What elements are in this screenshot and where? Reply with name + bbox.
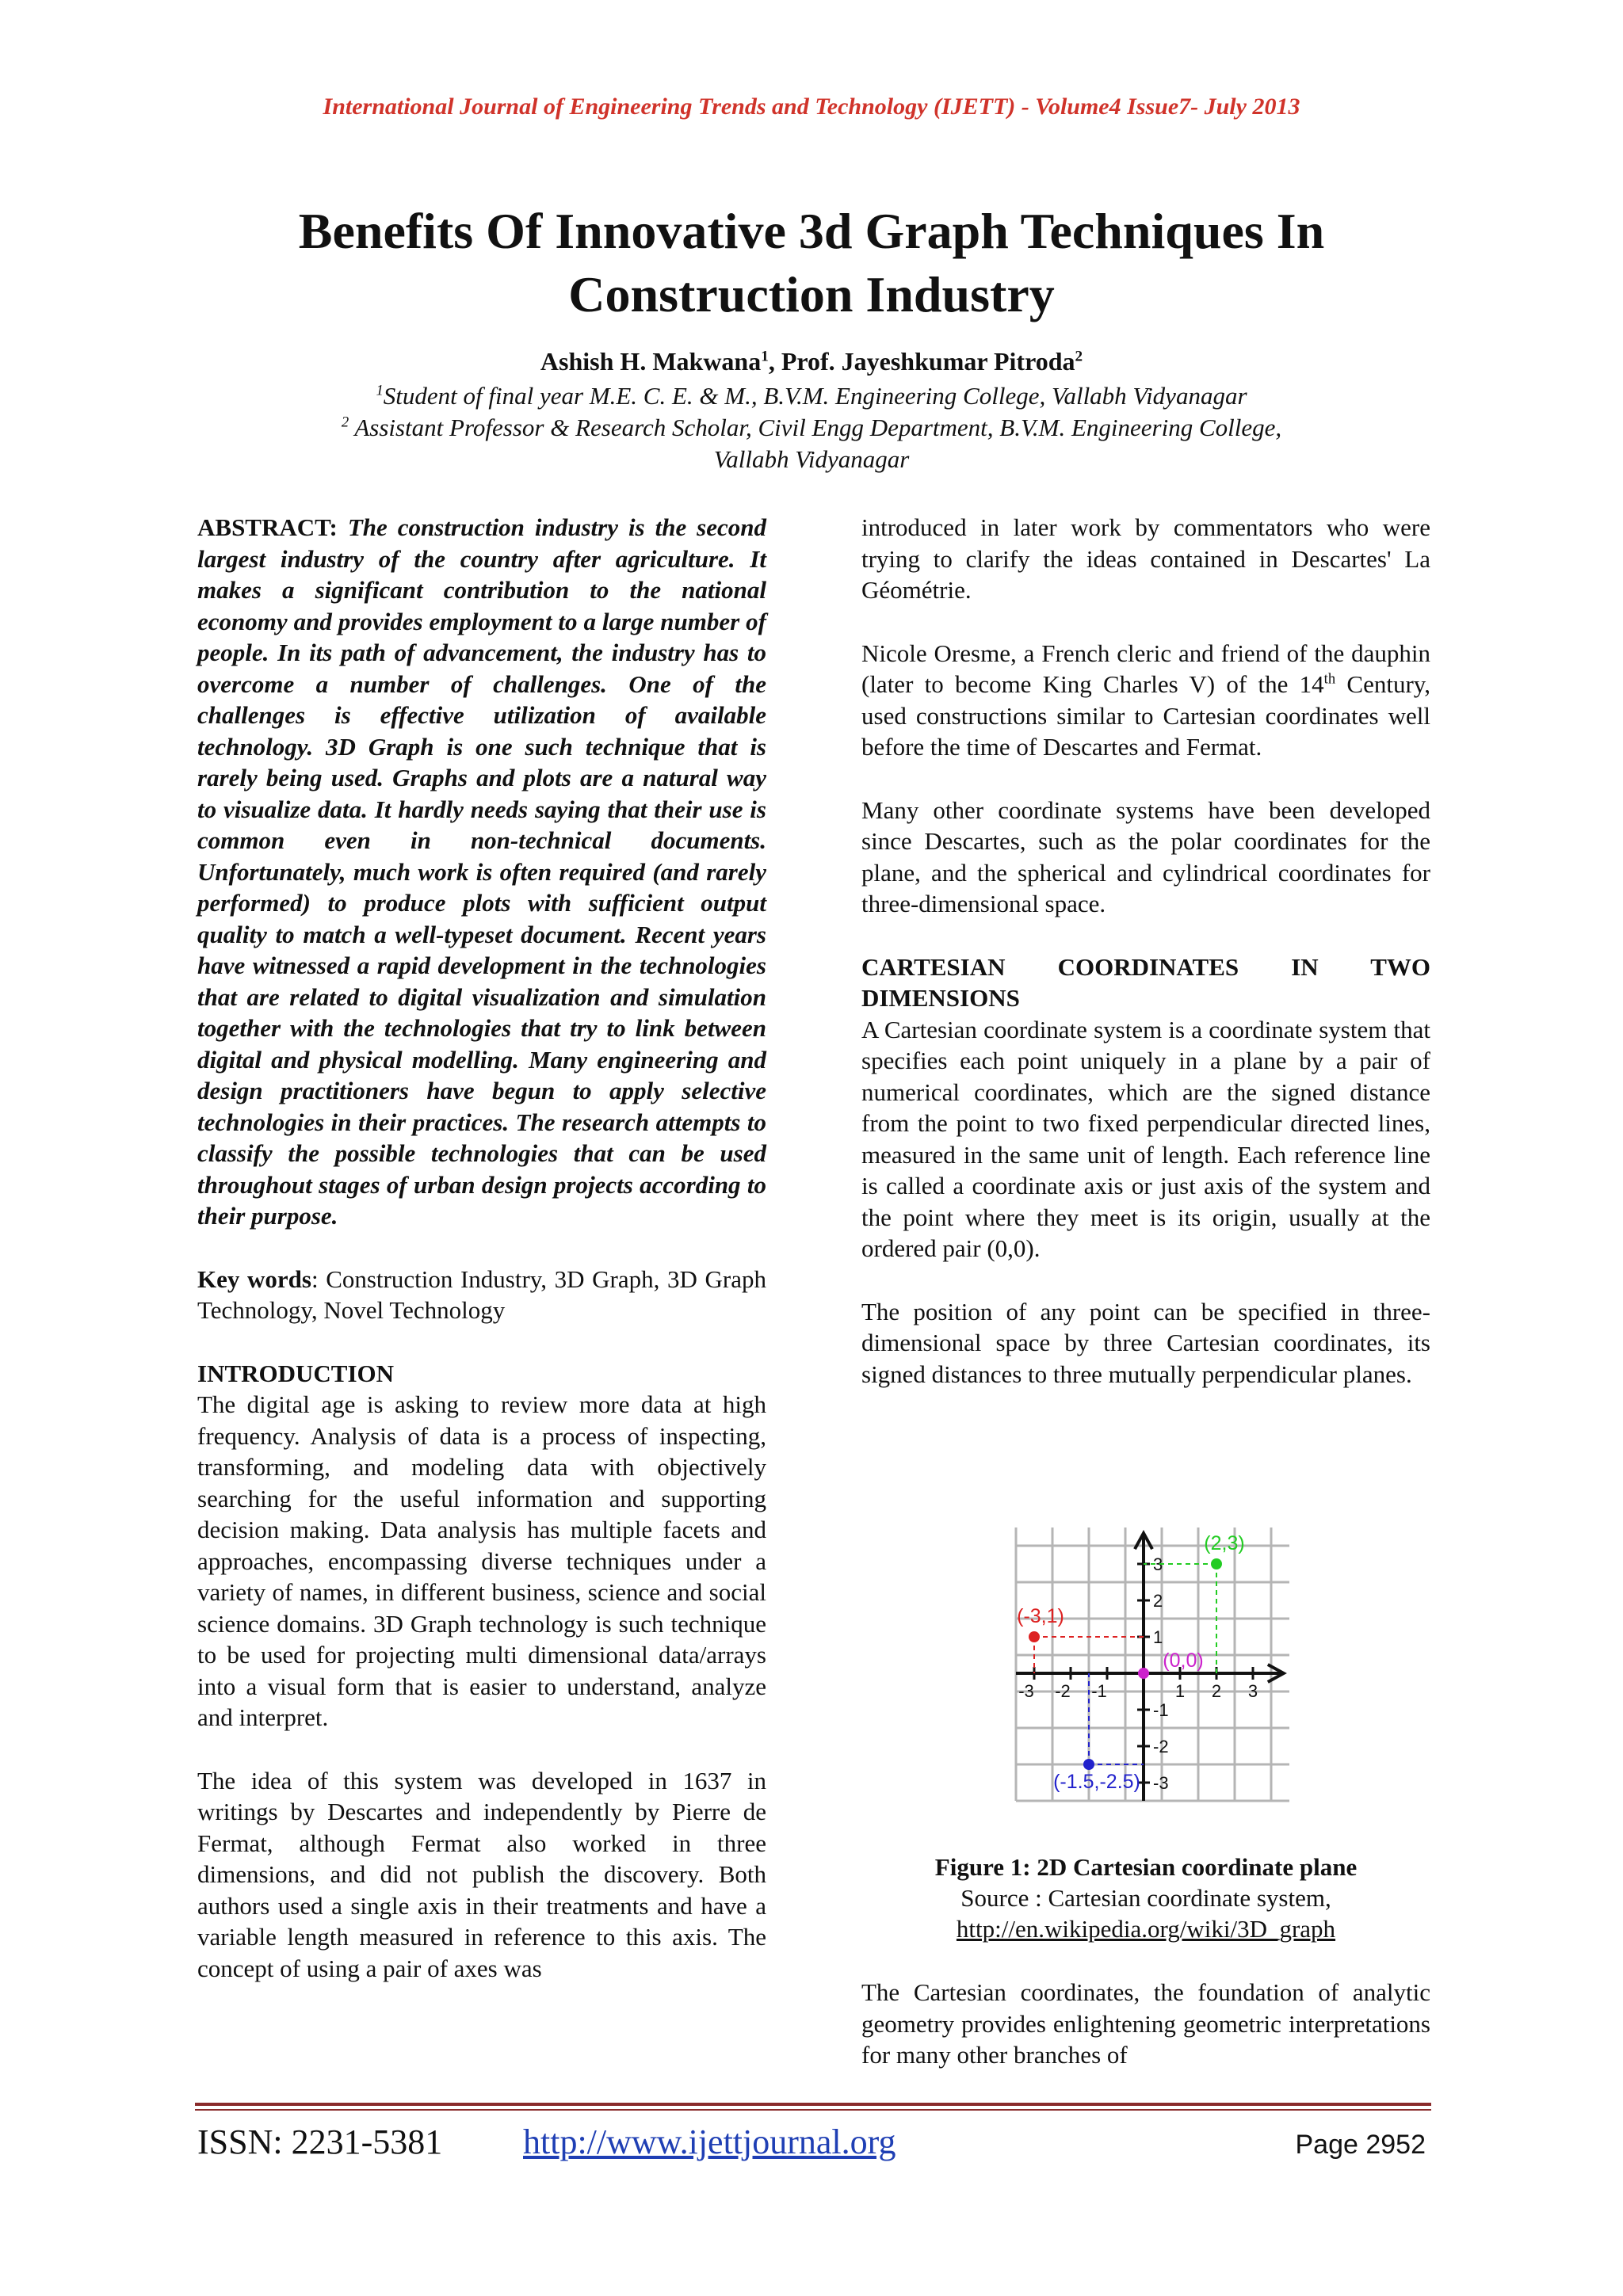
data-point xyxy=(1083,1759,1094,1770)
right-paragraph-2a: Nicole Oresme, a French cleric and friend of the dauphin (later to become King Charles V) of the 14 xyxy=(861,639,1430,698)
abstract-body: The construction industry is the second largest industry of the country after agriculture. It makes a significant contribution to the national economy and provides employment to a large number of people. In its path of advancement, the industry has to overcome a number of challenges. One of the challenges is effective utilization of available technology. 3D Graph is one such technique that is rarely being used. Graphs and plots are a natural way to visualize data. It hardly needs saying that their use is common even in non-technical documents. Unfortunately, much work is often required (and rarely performed) to produce plots with sufficient output quality to match a well-typeset document. Recent years have witnessed a rapid development in the technologies that are related to digital visualization and simulation together with the technologies that try to link between digital and physical modelling. Many engineering and design practitioners have begun to apply selective technologies in their practices. The research attempts to classify the possible technologies that can be used throughout stages of urban design projects according to their purpose. xyxy=(197,513,766,1230)
introduction-paragraph-1: The digital age is asking to review more data at high frequency. Analysis of data is a process of inspecting, transforming, and modeling data with objectively searching for the useful information and supporting decision making. Data analysis has multiple facets and approaches, encompassing diverse techniques under a variety of names, in different business, science and social science domains. 3D Graph technology is such technique to be used for projecting multi dimensional data/arrays into a visual form that is easier to understand, analyze and interpret. xyxy=(197,1390,766,1731)
right-paragraph-2b: Century, used constructions similar to Cartesian coordinates well before the time of Descartes and Fermat. xyxy=(861,670,1431,761)
right-paragraph-4: A Cartesian coordinate system is a coordinate system that specifies each point uniquely in a plane by a pair of numerical coordinates, which are the signed distance from the point to two fixed perpendicular directed lines, measured in the same unit of length. Each reference line is called a coordinate axis or just axis of the system and the point where they meet is its origin, usually at the ordered pair (0,0). xyxy=(861,1015,1430,1262)
affiliation-3: Vallabh Vidyanagar xyxy=(713,445,910,473)
figure-caption-link[interactable]: http://en.wikipedia.org/wiki/3D_graph xyxy=(956,1915,1336,1943)
right-paragraph-1: introduced in later work by commentators who were trying to clarify the ideas contained in Descartes' La Géométrie. xyxy=(861,513,1430,604)
left-column xyxy=(197,512,766,1984)
keywords xyxy=(197,1264,766,1326)
data-point-label: (-3,1) xyxy=(1017,1605,1064,1627)
footer-rule xyxy=(195,2103,1431,2106)
author-2-sup: 2 xyxy=(1075,348,1083,365)
cartesian-plot xyxy=(995,1505,1304,1822)
y-tick-label: -3 xyxy=(1153,1773,1169,1793)
affiliation-2-text: Assistant Professor & Research Scholar, Civil Engg Department, B.V.M. Engineering College, xyxy=(349,414,1282,441)
right-paragraph-3: Many other coordinate systems have been developed since Descartes, such as the polar coordinates for the plane, and the spherical and cylindrical coordinates for three-dimensional space. xyxy=(861,795,1430,917)
x-tick-label: 3 xyxy=(1247,1681,1258,1701)
footer-site-link[interactable]: http://www.ijettjournal.org xyxy=(523,2122,896,2161)
abstract-label: ABSTRACT: xyxy=(197,513,338,541)
right-column xyxy=(861,512,1430,1390)
data-point-label: (-1.5,-2.5) xyxy=(1053,1771,1140,1793)
footer-rule-thin xyxy=(195,2109,1431,2111)
introduction-paragraph-2: The idea of this system was developed in 1637 in writings by Descartes and independently by Pierre de Fermat, although Fermat also worked in three dimensions, and did not publish the discovery. Both authors used a single axis in their treatments and have a variable length measured in reference to this axis. The concept of using a pair of axes was xyxy=(197,1766,766,1982)
x-tick-label: -1 xyxy=(1091,1681,1107,1701)
y-tick-label: -2 xyxy=(1153,1737,1169,1756)
data-point xyxy=(1211,1558,1222,1569)
affiliation-1-text: Student of final year M.E. C. E. & M., B.V.M. Engineering College, Vallabh Vidyanagar xyxy=(383,382,1247,410)
author-separator: , xyxy=(768,347,781,376)
y-tick-label: -1 xyxy=(1153,1700,1169,1720)
y-tick-label: 1 xyxy=(1153,1627,1163,1647)
right-paragraph-2-sup: th xyxy=(1323,670,1336,688)
x-tick-label: 2 xyxy=(1211,1681,1222,1701)
data-point xyxy=(1029,1631,1040,1642)
paper-title xyxy=(158,200,1465,326)
keywords-text: : Construction Industry, 3D Graph, 3D Graph Technology, Novel Technology xyxy=(197,1264,766,1324)
affiliation-1-sup: 1 xyxy=(376,382,384,399)
x-tick-label: -2 xyxy=(1055,1681,1071,1701)
keywords-label: Key words xyxy=(197,1264,311,1293)
cartesian-figure xyxy=(995,1505,1304,1822)
abstract xyxy=(197,512,766,1232)
cartesian-heading-2: DIMENSIONS xyxy=(861,984,1020,1012)
title-line-1: Benefits Of Innovative 3d Graph Techniques In xyxy=(298,203,1325,259)
author-1-sup: 1 xyxy=(761,348,769,365)
affiliation-1 xyxy=(0,382,1623,410)
data-point-label: (0,0) xyxy=(1163,1650,1204,1672)
affiliation-2-sup: 2 xyxy=(341,414,349,431)
data-point xyxy=(1138,1668,1149,1679)
data-point-label: (2,3) xyxy=(1204,1532,1245,1554)
cartesian-heading-1: CARTESIAN COORDINATES IN TWO xyxy=(861,952,1430,981)
introduction-heading: INTRODUCTION xyxy=(197,1359,395,1387)
y-tick-label: 3 xyxy=(1153,1554,1163,1574)
author-1: Ashish H. Makwana xyxy=(540,347,762,376)
figure-caption xyxy=(861,1852,1430,1944)
figure-caption-source: Source : Cartesian coordinate system, xyxy=(960,1884,1331,1912)
author-2: Prof. Jayeshkumar Pitroda xyxy=(781,347,1075,376)
x-tick-label: 1 xyxy=(1174,1681,1186,1701)
y-tick-label: 2 xyxy=(1153,1591,1163,1611)
title-line-2: Construction Industry xyxy=(568,266,1055,322)
footer-page-number: Page 2952 xyxy=(1295,2130,1426,2160)
right-paragraph-6: The Cartesian coordinates, the foundation of analytic geometry provides enlightening geometric interpretations for many other branches of xyxy=(861,1978,1430,2069)
journal-header: International Journal of Engineering Trends and Technology (IJETT) - Volume4 Issue7- July 2013 xyxy=(323,93,1300,120)
right-paragraph-5: The position of any point can be specified in three-dimensional space by three Cartesian coordinates, its signed distances to three mutually perpendicular planes. xyxy=(861,1297,1430,1388)
author-line xyxy=(0,347,1623,376)
footer-issn: ISSN: 2231-5381 xyxy=(197,2122,443,2161)
x-tick-label: -3 xyxy=(1018,1681,1034,1701)
right-paragraph-2 xyxy=(861,638,1430,763)
affiliation-2 xyxy=(0,414,1623,442)
figure-caption-title: Figure 1: 2D Cartesian coordinate plane xyxy=(934,1853,1358,1881)
